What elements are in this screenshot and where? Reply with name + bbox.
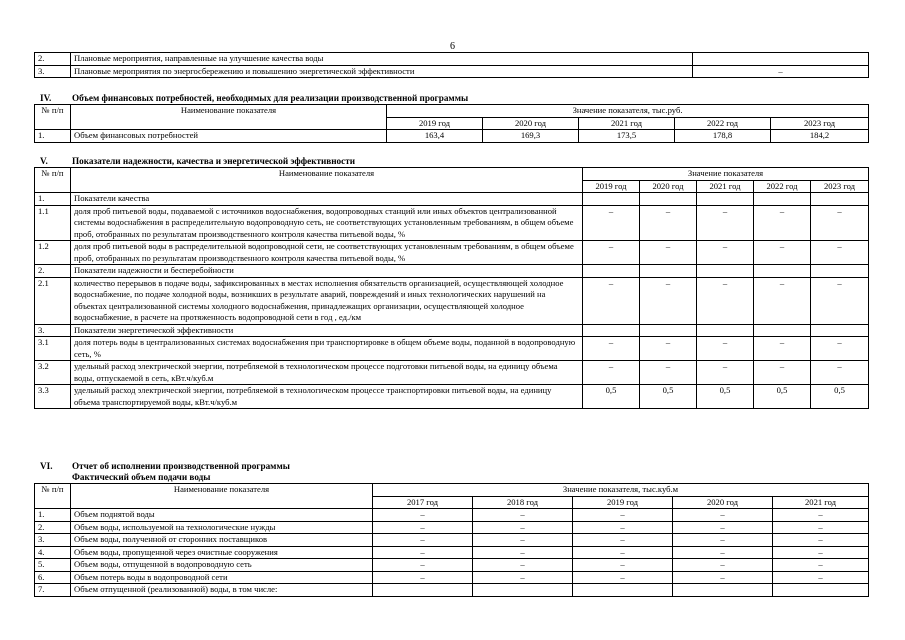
row-name: Объем потерь воды в водопроводной сети — [71, 571, 373, 584]
row-value: – — [773, 571, 869, 584]
row-number: 3.3 — [35, 385, 71, 409]
row-name: Показатели надежности и бесперебойности — [71, 265, 583, 278]
year-header: 2019 год — [583, 180, 640, 193]
col-name-header: Наименование показателя — [71, 105, 387, 130]
row-value: – — [673, 559, 773, 572]
row-value: – — [373, 571, 473, 584]
row-value: – — [773, 521, 869, 534]
row-name: Объем воды, полученной от сторонних поставщиков — [71, 534, 373, 547]
table-row — [35, 265, 869, 278]
row-number: 3. — [35, 534, 71, 547]
section3-table — [34, 52, 869, 78]
row-value: – — [811, 277, 869, 324]
row-value: – — [811, 205, 869, 241]
row-value: – — [640, 361, 697, 385]
row-value: – — [811, 337, 869, 361]
row-value: – — [697, 241, 754, 265]
row-value: – — [583, 241, 640, 265]
row-value: – — [811, 241, 869, 265]
row-name: доля проб питьевой воды, подаваемой с источников водоснабжения, водопроводных станций или иных объектов централизованной системы водоснабжения в распределительную водопроводную сеть, не соответствующих установленным требованиям, в общем объеме проб, отобранных по результатам производственного контроля качества питьевой воды, % — [71, 205, 583, 241]
row-number: 1. — [35, 193, 71, 206]
row-value: – — [673, 521, 773, 534]
row-value: – — [697, 205, 754, 241]
section6-heading — [40, 461, 290, 483]
year-header: 2021 год — [697, 180, 754, 193]
section-number: IV. — [40, 93, 52, 103]
row-value: – — [754, 337, 811, 361]
table-row — [35, 571, 869, 584]
row-value — [473, 584, 573, 597]
row-value: 0,5 — [811, 385, 869, 409]
year-header: 2019 год — [387, 117, 483, 130]
row-value: – — [583, 361, 640, 385]
table-row — [35, 277, 869, 324]
row-value: – — [573, 534, 673, 547]
row-name: Плановые мероприятия, направленные на улучшение качества воды — [71, 53, 693, 66]
table-header-row — [35, 484, 869, 497]
row-value: – — [373, 509, 473, 522]
year-header: 2018 год — [473, 496, 573, 509]
row-value: – — [573, 521, 673, 534]
row-name: Объем воды, отпущенной в водопроводную сеть — [71, 559, 373, 572]
table-row — [35, 130, 869, 143]
row-name: удельный расход электрической энергии, потребляемой в технологическом процессе подготовки питьевой воды, на единицу объема воды, отпускаемой в сеть, кВт.ч/куб.м — [71, 361, 583, 385]
col-name-header: Наименование показателя — [71, 484, 373, 509]
year-header: 2021 год — [773, 496, 869, 509]
row-value: – — [754, 277, 811, 324]
row-value: – — [693, 65, 869, 78]
row-value: – — [811, 361, 869, 385]
row-name: доля проб питьевой воды в распределительной водопроводной сети, не соответствующих установленным требованиям, в общем объеме проб, отобранных по результатам производственного контроля качества питьевой воды, % — [71, 241, 583, 265]
table-row — [35, 385, 869, 409]
row-number: 1.1 — [35, 205, 71, 241]
row-value: – — [673, 571, 773, 584]
table-row — [35, 193, 869, 206]
row-value: 0,5 — [583, 385, 640, 409]
row-name: Плановые мероприятия по энергосбережению и повышению энергетической эффективности — [71, 65, 693, 78]
row-value: – — [640, 205, 697, 241]
row-value — [373, 584, 473, 597]
row-value: 169,3 — [483, 130, 579, 143]
row-value: – — [754, 205, 811, 241]
section5-table — [34, 167, 869, 409]
row-value: – — [373, 534, 473, 547]
row-number: 6. — [35, 571, 71, 584]
row-value: 0,5 — [697, 385, 754, 409]
row-value: 0,5 — [640, 385, 697, 409]
row-value: – — [640, 337, 697, 361]
row-name: Объем отпущенной (реализованной) воды, в том числе: — [71, 584, 373, 597]
row-number: 3.2 — [35, 361, 71, 385]
row-value: – — [573, 571, 673, 584]
col-value-header: Значение показателя — [583, 168, 869, 181]
row-value: – — [373, 559, 473, 572]
year-header: 2020 год — [673, 496, 773, 509]
table-row — [35, 241, 869, 265]
col-num-header: № п/п — [35, 484, 71, 509]
row-value: – — [640, 277, 697, 324]
section4-heading — [40, 93, 468, 104]
row-name: Объем поднятой воды — [71, 509, 373, 522]
year-header: 2022 год — [754, 180, 811, 193]
row-value: 0,5 — [754, 385, 811, 409]
year-header: 2022 год — [675, 117, 771, 130]
row-number: 1. — [35, 509, 71, 522]
row-value: – — [473, 546, 573, 559]
row-name: доля потерь воды в централизованных системах водоснабжения при транспортировке в общем объеме воды, поданной в водопроводную сеть, % — [71, 337, 583, 361]
row-value: – — [697, 361, 754, 385]
row-value: – — [697, 337, 754, 361]
row-number: 4. — [35, 546, 71, 559]
row-value: – — [573, 546, 673, 559]
row-number: 7. — [35, 584, 71, 597]
row-value: – — [583, 205, 640, 241]
row-value — [693, 53, 869, 66]
row-value: 173,5 — [579, 130, 675, 143]
table-row — [35, 509, 869, 522]
table-header-row — [35, 105, 869, 118]
table-row — [35, 65, 869, 78]
year-header: 2023 год — [771, 117, 869, 130]
row-value: 178,8 — [675, 130, 771, 143]
row-value: – — [673, 546, 773, 559]
col-value-header: Значение показателя, тыс.руб. — [387, 105, 869, 118]
table-row — [35, 559, 869, 572]
section-number: VI. — [40, 461, 53, 471]
row-value: – — [583, 277, 640, 324]
row-value: – — [697, 277, 754, 324]
row-name: Объем воды, пропущенной через очистные сооружения — [71, 546, 373, 559]
row-value: – — [473, 534, 573, 547]
table-header-row — [35, 168, 869, 181]
row-value: – — [473, 521, 573, 534]
row-value: – — [773, 509, 869, 522]
col-value-header: Значение показателя, тыс.куб.м — [373, 484, 869, 497]
section-subtitle: Фактический объем подачи воды — [72, 472, 211, 482]
row-value — [773, 584, 869, 597]
table-row — [35, 546, 869, 559]
row-value: 184,2 — [771, 130, 869, 143]
row-value: – — [673, 509, 773, 522]
row-value: – — [573, 509, 673, 522]
row-value: – — [673, 534, 773, 547]
row-value — [673, 584, 773, 597]
row-value: 163,4 — [387, 130, 483, 143]
row-number: 3.1 — [35, 337, 71, 361]
row-value: – — [773, 546, 869, 559]
year-header: 2019 год — [573, 496, 673, 509]
col-num-header: № п/п — [35, 168, 71, 193]
row-number: 3. — [35, 324, 71, 337]
row-value: – — [373, 546, 473, 559]
row-value: – — [573, 559, 673, 572]
row-number: 5. — [35, 559, 71, 572]
section-title: Показатели надежности, качества и энергетической эффективности — [72, 156, 356, 166]
row-name: Показатели энергетической эффективности — [71, 324, 583, 337]
row-value: – — [373, 521, 473, 534]
row-name: Объем финансовых потребностей — [71, 130, 387, 143]
row-value: – — [773, 559, 869, 572]
row-number: 2. — [35, 265, 71, 278]
year-header: 2020 год — [640, 180, 697, 193]
row-value: – — [473, 571, 573, 584]
row-name: удельный расход электрической энергии, потребляемой в технологическом процессе транспортировки питьевой воды, на единицу объема транспортируемой воды, кВт.ч/куб.м — [71, 385, 583, 409]
table-row — [35, 337, 869, 361]
section6-table — [34, 483, 869, 597]
row-number: 3. — [35, 65, 71, 78]
section-number: V. — [40, 156, 48, 166]
row-value: – — [773, 534, 869, 547]
row-value: – — [473, 559, 573, 572]
table-row — [35, 361, 869, 385]
section-title: Объем финансовых потребностей, необходимых для реализации производственной программы — [72, 93, 469, 103]
table-row — [35, 521, 869, 534]
table-row — [35, 205, 869, 241]
row-value: – — [754, 361, 811, 385]
row-name: количество перерывов в подаче воды, зафиксированных в местах исполнения обязательств организацией, осуществляющей холодное водоснабжение, по подаче холодной воды, возникших в результате аварий, повреждений и иных технологических нарушений на объектах централизованной системы холодного водоснабжения, принадлежащих организации, осуществляющей холодное водоснабжение, в расчете на протяженность водопроводной сети в год , ед./км — [71, 277, 583, 324]
row-value: – — [583, 337, 640, 361]
year-header: 2017 год — [373, 496, 473, 509]
table-row — [35, 53, 869, 66]
year-header: 2020 год — [483, 117, 579, 130]
section5-heading — [40, 156, 355, 167]
row-number: 1. — [35, 130, 71, 143]
table-row — [35, 324, 869, 337]
year-header: 2021 год — [579, 117, 675, 130]
row-name: Объем воды, используемой на технологические нужды — [71, 521, 373, 534]
row-name: Показатели качества — [71, 193, 583, 206]
row-number: 2.1 — [35, 277, 71, 324]
page-number: 6 — [450, 41, 455, 52]
table-row — [35, 584, 869, 597]
row-number: 1.2 — [35, 241, 71, 265]
section4-table — [34, 104, 869, 143]
col-num-header: № п/п — [35, 105, 71, 130]
year-header: 2023 год — [811, 180, 869, 193]
row-value — [573, 584, 673, 597]
row-value: – — [473, 509, 573, 522]
table-row — [35, 534, 869, 547]
row-value: – — [640, 241, 697, 265]
section-title: Отчет об исполнении производственной программы — [72, 461, 290, 471]
row-number: 2. — [35, 53, 71, 66]
row-value: – — [754, 241, 811, 265]
row-number: 2. — [35, 521, 71, 534]
col-name-header: Наименование показателя — [71, 168, 583, 193]
